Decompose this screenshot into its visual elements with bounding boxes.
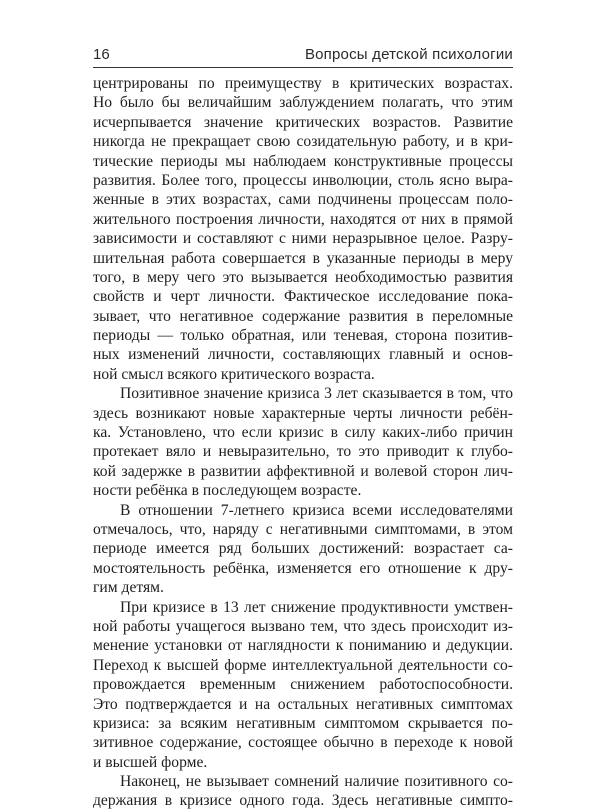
text-line: В отношении 7-летнего кризиса всеми исследователями — [120, 501, 513, 519]
text-line: ности ребёнка в последующем возрасте. — [93, 482, 362, 500]
text-line: свойств и черт личности. Фактическое исследование пока- — [93, 288, 513, 306]
text-line: никогда не прекращает свою созидательную работу, и в кри- — [93, 133, 513, 151]
text-line: мостоятельность ребёнка, изменяется его отношение к дру- — [93, 559, 513, 577]
text-line: Переход к высшей форме интеллектуальной деятельности со- — [93, 656, 513, 674]
paragraph — [93, 501, 513, 598]
text-line: кой задержке в развитии аффективной и волевой сторон лич- — [93, 462, 513, 480]
paragraph — [93, 384, 513, 500]
text-line: периоды — только обратная, или теневая, сторона позитив- — [93, 327, 513, 345]
text-line: центрированы по преимуществу в критических возрастах. — [93, 75, 513, 92]
text-line: При кризисе в 13 лет снижение продуктивности умствен- — [120, 598, 513, 616]
text-line: протекает вяло и невыразительно, то это приводит к глубо- — [93, 443, 513, 461]
text-line: того, в меру чего это вызывается необходимостью развития — [93, 268, 513, 286]
header-rule — [93, 67, 513, 68]
text-line: провождается временным снижением работоспособности. — [93, 676, 513, 694]
text-line: периоде имеется ряд больших достижений: возрастает са- — [93, 540, 513, 558]
text-line: кризиса: за всяким негативным симптомом скрывается по- — [93, 714, 513, 732]
text-line: здесь возникают новые характерные черты личности ребён- — [93, 404, 513, 422]
text-line: ной работы учащегося вызвано тем, что здесь происходит из- — [93, 617, 513, 635]
text-line: шительная работа совершается в указанные периоды в меру — [93, 249, 513, 267]
text-line: и высшей форме. — [93, 753, 208, 771]
text-line: Позитивное значение кризиса 3 лет сказывается в том, что — [120, 385, 513, 403]
text-line: держания в кризисе одного года. Здесь негативные симпто- — [93, 792, 513, 810]
paragraph — [93, 598, 513, 773]
text-line: Наконец, не вызывает сомнений наличие позитивного со- — [120, 773, 513, 791]
text-line: зависимости и составляют с ними неразрывное целое. Разру- — [93, 230, 513, 248]
text-line: Но было бы величайшим заблуждением полагать, что этим — [93, 94, 513, 112]
text-line: жительного построения личности, находятся от них в прямой — [93, 210, 513, 228]
text-line: ка. Установлено, что если кризис в силу каких-либо причин — [93, 424, 513, 442]
text-line: тические периоды мы наблюдаем конструктивные процессы — [93, 152, 513, 170]
body-text — [93, 74, 513, 811]
text-line: ных изменений личности, составляющих главный и основ- — [93, 346, 513, 364]
text-line: женные в этих возрастах, сами подчинены процессам поло- — [93, 191, 513, 209]
text-line: гим детям. — [93, 579, 164, 597]
text-line: развития. Более того, процессы инволюции, столь ясно выра- — [93, 171, 513, 189]
running-title: Вопросы детской психологии — [304, 46, 513, 63]
text-line: ной смысл всякого критического возраста. — [93, 365, 375, 383]
text-line: исчерпывается значение критических возрастов. Развитие — [93, 113, 513, 131]
paragraph — [93, 74, 513, 384]
paragraph — [93, 772, 513, 811]
text-line: зывает, что негативное содержание развития в переломные — [93, 307, 513, 325]
text-line: менение установки от наглядности к пониманию и дедукции. — [93, 637, 513, 655]
text-line: отмечалось, что, наряду с негативными симптомами, в этом — [93, 520, 513, 538]
text-line: зитивное содержание, состоящее обычно в переходе к новой — [93, 734, 513, 752]
page-header — [93, 40, 513, 66]
text-line: Это подтверждается и на остальных негативных симптомах — [93, 695, 513, 713]
page-number: 16 — [93, 46, 110, 63]
